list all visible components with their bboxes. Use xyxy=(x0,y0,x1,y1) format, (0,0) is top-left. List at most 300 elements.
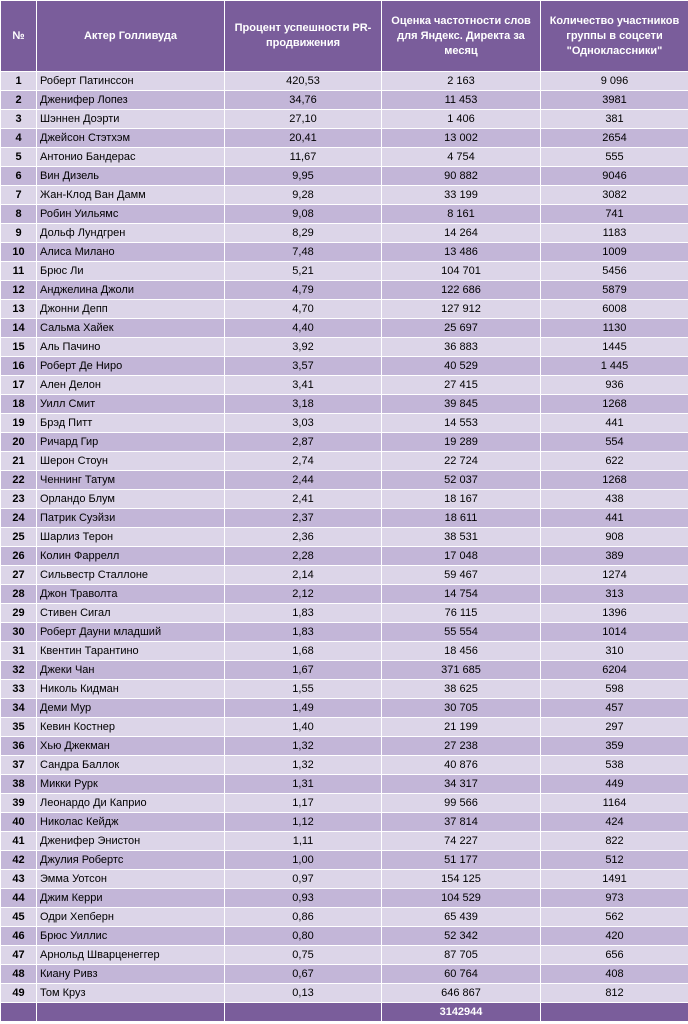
cell-ok-members: 622 xyxy=(541,452,688,471)
cell-num: 39 xyxy=(1,794,37,813)
cell-actor: Брюс Ли xyxy=(37,262,225,281)
cell-pr-success: 4,70 xyxy=(225,300,382,319)
cell-actor: Дольф Лундгрен xyxy=(37,224,225,243)
cell-ok-members: 1164 xyxy=(541,794,688,813)
table-row xyxy=(1,357,688,376)
cell-yandex-frequency: 25 697 xyxy=(382,319,541,338)
cell-actor: Брэд Питт xyxy=(37,414,225,433)
cell-num: 12 xyxy=(1,281,37,300)
cell-pr-success: 2,74 xyxy=(225,452,382,471)
cell-ok-members: 359 xyxy=(541,737,688,756)
cell-pr-success: 7,48 xyxy=(225,243,382,262)
cell-num: 41 xyxy=(1,832,37,851)
table-row xyxy=(1,262,688,281)
cell-actor: Ричард Гир xyxy=(37,433,225,452)
cell-num: 37 xyxy=(1,756,37,775)
cell-actor: Николас Кейдж xyxy=(37,813,225,832)
cell-num: 4 xyxy=(1,129,37,148)
table-row xyxy=(1,509,688,528)
cell-num: 35 xyxy=(1,718,37,737)
cell-ok-members: 973 xyxy=(541,889,688,908)
cell-ok-members: 1268 xyxy=(541,395,688,414)
cell-actor: Шэннен Доэрти xyxy=(37,110,225,129)
table-row xyxy=(1,566,688,585)
cell-ok-members: 5456 xyxy=(541,262,688,281)
cell-ok-members: 449 xyxy=(541,775,688,794)
table-row xyxy=(1,433,688,452)
cell-pr-success: 0,80 xyxy=(225,927,382,946)
table-row xyxy=(1,376,688,395)
cell-pr-success: 2,41 xyxy=(225,490,382,509)
table-row xyxy=(1,243,688,262)
cell-num: 30 xyxy=(1,623,37,642)
cell-yandex-frequency: 87 705 xyxy=(382,946,541,965)
cell-actor: Деми Мур xyxy=(37,699,225,718)
table-row xyxy=(1,775,688,794)
cell-actor: Квентин Тарантино xyxy=(37,642,225,661)
cell-actor: Джонни Депп xyxy=(37,300,225,319)
cell-ok-members: 297 xyxy=(541,718,688,737)
cell-yandex-frequency: 14 264 xyxy=(382,224,541,243)
cell-yandex-frequency: 33 199 xyxy=(382,186,541,205)
cell-ok-members: 2654 xyxy=(541,129,688,148)
cell-ok-members: 656 xyxy=(541,946,688,965)
cell-actor: Джеки Чан xyxy=(37,661,225,680)
cell-pr-success: 27,10 xyxy=(225,110,382,129)
cell-num: 24 xyxy=(1,509,37,528)
table-row xyxy=(1,186,688,205)
cell-actor: Сальма Хайек xyxy=(37,319,225,338)
cell-num: 14 xyxy=(1,319,37,338)
table-row xyxy=(1,414,688,433)
cell-yandex-frequency: 30 705 xyxy=(382,699,541,718)
cell-actor: Киану Ривз xyxy=(37,965,225,984)
table-row xyxy=(1,851,688,870)
cell-ok-members: 457 xyxy=(541,699,688,718)
cell-pr-success: 0,13 xyxy=(225,984,382,1003)
cell-ok-members: 441 xyxy=(541,509,688,528)
cell-num: 22 xyxy=(1,471,37,490)
cell-pr-success: 1,55 xyxy=(225,680,382,699)
cell-pr-success: 1,32 xyxy=(225,737,382,756)
table-row xyxy=(1,737,688,756)
cell-yandex-frequency: 104 529 xyxy=(382,889,541,908)
cell-num: 13 xyxy=(1,300,37,319)
cell-actor: Уилл Смит xyxy=(37,395,225,414)
cell-actor: Аль Пачино xyxy=(37,338,225,357)
cell-pr-success: 2,12 xyxy=(225,585,382,604)
cell-ok-members: 9 096 xyxy=(541,72,688,91)
table-row xyxy=(1,756,688,775)
cell-pr-success: 2,44 xyxy=(225,471,382,490)
table-row xyxy=(1,965,688,984)
cell-yandex-frequency: 22 724 xyxy=(382,452,541,471)
table-row xyxy=(1,604,688,623)
cell-yandex-frequency: 18 456 xyxy=(382,642,541,661)
cell-actor: Колин Фаррелл xyxy=(37,547,225,566)
cell-ok-members: 538 xyxy=(541,756,688,775)
cell-pr-success: 4,79 xyxy=(225,281,382,300)
cell-ok-members: 408 xyxy=(541,965,688,984)
cell-pr-success: 1,00 xyxy=(225,851,382,870)
table-row xyxy=(1,927,688,946)
cell-pr-success: 420,53 xyxy=(225,72,382,91)
cell-pr-success: 1,83 xyxy=(225,604,382,623)
cell-yandex-frequency: 8 161 xyxy=(382,205,541,224)
cell-num: 10 xyxy=(1,243,37,262)
cell-pr-success: 9,95 xyxy=(225,167,382,186)
cell-pr-success: 9,28 xyxy=(225,186,382,205)
cell-pr-success: 0,93 xyxy=(225,889,382,908)
header-pr-success: Процент успешности PR-продвижения xyxy=(225,1,382,72)
cell-yandex-frequency: 2 163 xyxy=(382,72,541,91)
table-row xyxy=(1,718,688,737)
cell-ok-members: 3082 xyxy=(541,186,688,205)
cell-actor: Брюс Уиллис xyxy=(37,927,225,946)
total-empty-pr xyxy=(225,1003,382,1022)
cell-num: 1 xyxy=(1,72,37,91)
cell-num: 9 xyxy=(1,224,37,243)
cell-num: 46 xyxy=(1,927,37,946)
cell-pr-success: 0,86 xyxy=(225,908,382,927)
cell-pr-success: 1,49 xyxy=(225,699,382,718)
cell-ok-members: 6008 xyxy=(541,300,688,319)
cell-ok-members: 936 xyxy=(541,376,688,395)
cell-ok-members: 908 xyxy=(541,528,688,547)
cell-yandex-frequency: 13 486 xyxy=(382,243,541,262)
cell-num: 15 xyxy=(1,338,37,357)
table-row xyxy=(1,528,688,547)
cell-num: 11 xyxy=(1,262,37,281)
cell-num: 5 xyxy=(1,148,37,167)
cell-num: 33 xyxy=(1,680,37,699)
cell-pr-success: 2,14 xyxy=(225,566,382,585)
cell-ok-members: 3981 xyxy=(541,91,688,110)
cell-ok-members: 1396 xyxy=(541,604,688,623)
cell-yandex-frequency: 36 883 xyxy=(382,338,541,357)
cell-ok-members: 1491 xyxy=(541,870,688,889)
cell-ok-members: 1274 xyxy=(541,566,688,585)
cell-ok-members: 555 xyxy=(541,148,688,167)
cell-pr-success: 2,36 xyxy=(225,528,382,547)
cell-num: 3 xyxy=(1,110,37,129)
cell-yandex-frequency: 646 867 xyxy=(382,984,541,1003)
table-row xyxy=(1,661,688,680)
cell-yandex-frequency: 122 686 xyxy=(382,281,541,300)
cell-num: 16 xyxy=(1,357,37,376)
cell-ok-members: 5879 xyxy=(541,281,688,300)
cell-pr-success: 1,11 xyxy=(225,832,382,851)
cell-yandex-frequency: 38 531 xyxy=(382,528,541,547)
cell-ok-members: 1268 xyxy=(541,471,688,490)
cell-yandex-frequency: 37 814 xyxy=(382,813,541,832)
cell-actor: Эмма Уотсон xyxy=(37,870,225,889)
cell-num: 2 xyxy=(1,91,37,110)
cell-ok-members: 512 xyxy=(541,851,688,870)
cell-yandex-frequency: 76 115 xyxy=(382,604,541,623)
table-row xyxy=(1,794,688,813)
cell-yandex-frequency: 40 529 xyxy=(382,357,541,376)
cell-yandex-frequency: 1 406 xyxy=(382,110,541,129)
header-ok-members: Количество участников группы в соцсети "Одноклассники" xyxy=(541,1,688,72)
cell-ok-members: 741 xyxy=(541,205,688,224)
table-row xyxy=(1,889,688,908)
cell-num: 34 xyxy=(1,699,37,718)
cell-pr-success: 3,57 xyxy=(225,357,382,376)
cell-yandex-frequency: 34 317 xyxy=(382,775,541,794)
cell-pr-success: 1,17 xyxy=(225,794,382,813)
cell-num: 6 xyxy=(1,167,37,186)
cell-actor: Хью Джекман xyxy=(37,737,225,756)
total-empty-ok xyxy=(541,1003,688,1022)
cell-yandex-frequency: 51 177 xyxy=(382,851,541,870)
cell-pr-success: 20,41 xyxy=(225,129,382,148)
cell-actor: Николь Кидман xyxy=(37,680,225,699)
table-row xyxy=(1,642,688,661)
table-row xyxy=(1,680,688,699)
cell-yandex-frequency: 154 125 xyxy=(382,870,541,889)
cell-ok-members: 1445 xyxy=(541,338,688,357)
cell-ok-members: 389 xyxy=(541,547,688,566)
cell-actor: Шарлиз Терон xyxy=(37,528,225,547)
cell-num: 26 xyxy=(1,547,37,566)
cell-yandex-frequency: 17 048 xyxy=(382,547,541,566)
cell-num: 48 xyxy=(1,965,37,984)
table-row xyxy=(1,129,688,148)
cell-pr-success: 0,75 xyxy=(225,946,382,965)
cell-pr-success: 5,21 xyxy=(225,262,382,281)
cell-actor: Джим Керри xyxy=(37,889,225,908)
cell-actor: Арнольд Шварценеггер xyxy=(37,946,225,965)
table-row xyxy=(1,338,688,357)
cell-actor: Алиса Милано xyxy=(37,243,225,262)
cell-actor: Роберт Патинссон xyxy=(37,72,225,91)
table-row xyxy=(1,547,688,566)
cell-yandex-frequency: 18 611 xyxy=(382,509,541,528)
table-row xyxy=(1,148,688,167)
cell-yandex-frequency: 371 685 xyxy=(382,661,541,680)
cell-actor: Анджелина Джоли xyxy=(37,281,225,300)
cell-yandex-frequency: 99 566 xyxy=(382,794,541,813)
cell-ok-members: 822 xyxy=(541,832,688,851)
cell-ok-members: 1014 xyxy=(541,623,688,642)
cell-actor: Том Круз xyxy=(37,984,225,1003)
cell-yandex-frequency: 127 912 xyxy=(382,300,541,319)
cell-actor: Леонардо Ди Каприо xyxy=(37,794,225,813)
header-yandex-frequency: Оценка частотности слов для Яндекс. Директа за месяц xyxy=(382,1,541,72)
table-row xyxy=(1,471,688,490)
cell-pr-success: 2,37 xyxy=(225,509,382,528)
cell-actor: Одри Хепберн xyxy=(37,908,225,927)
table-row xyxy=(1,72,688,91)
cell-actor: Ален Делон xyxy=(37,376,225,395)
cell-ok-members: 554 xyxy=(541,433,688,452)
table-row xyxy=(1,623,688,642)
cell-yandex-frequency: 59 467 xyxy=(382,566,541,585)
cell-yandex-frequency: 55 554 xyxy=(382,623,541,642)
cell-num: 42 xyxy=(1,851,37,870)
cell-ok-members: 598 xyxy=(541,680,688,699)
header-num: № xyxy=(1,1,37,72)
cell-num: 25 xyxy=(1,528,37,547)
cell-actor: Жан-Клод Ван Дамм xyxy=(37,186,225,205)
table-row xyxy=(1,699,688,718)
cell-actor: Джейсон Стэтхэм xyxy=(37,129,225,148)
cell-yandex-frequency: 19 289 xyxy=(382,433,541,452)
cell-actor: Дженифер Лопез xyxy=(37,91,225,110)
cell-yandex-frequency: 90 882 xyxy=(382,167,541,186)
cell-pr-success: 1,12 xyxy=(225,813,382,832)
table-row xyxy=(1,813,688,832)
cell-ok-members: 9046 xyxy=(541,167,688,186)
cell-yandex-frequency: 4 754 xyxy=(382,148,541,167)
cell-num: 21 xyxy=(1,452,37,471)
cell-pr-success: 1,40 xyxy=(225,718,382,737)
cell-num: 32 xyxy=(1,661,37,680)
table-row xyxy=(1,832,688,851)
cell-yandex-frequency: 52 037 xyxy=(382,471,541,490)
cell-num: 49 xyxy=(1,984,37,1003)
table-row xyxy=(1,490,688,509)
cell-yandex-frequency: 74 227 xyxy=(382,832,541,851)
cell-yandex-frequency: 27 238 xyxy=(382,737,541,756)
table-row xyxy=(1,167,688,186)
table-row xyxy=(1,452,688,471)
cell-pr-success: 3,03 xyxy=(225,414,382,433)
cell-num: 45 xyxy=(1,908,37,927)
cell-pr-success: 1,83 xyxy=(225,623,382,642)
cell-ok-members: 424 xyxy=(541,813,688,832)
header-actor: Актер Голливуда xyxy=(37,1,225,72)
cell-yandex-frequency: 52 342 xyxy=(382,927,541,946)
table-row xyxy=(1,946,688,965)
cell-pr-success: 1,32 xyxy=(225,756,382,775)
cell-num: 36 xyxy=(1,737,37,756)
cell-num: 47 xyxy=(1,946,37,965)
cell-pr-success: 9,08 xyxy=(225,205,382,224)
cell-num: 31 xyxy=(1,642,37,661)
cell-yandex-frequency: 14 754 xyxy=(382,585,541,604)
cell-ok-members: 1183 xyxy=(541,224,688,243)
cell-actor: Робин Уильямс xyxy=(37,205,225,224)
cell-yandex-frequency: 13 002 xyxy=(382,129,541,148)
cell-pr-success: 3,92 xyxy=(225,338,382,357)
cell-ok-members: 1009 xyxy=(541,243,688,262)
cell-ok-members: 381 xyxy=(541,110,688,129)
table-row xyxy=(1,395,688,414)
cell-num: 40 xyxy=(1,813,37,832)
cell-pr-success: 1,67 xyxy=(225,661,382,680)
cell-ok-members: 1 445 xyxy=(541,357,688,376)
cell-num: 44 xyxy=(1,889,37,908)
cell-actor: Джон Траволта xyxy=(37,585,225,604)
total-empty-num xyxy=(1,1003,37,1022)
total-yandex: 3142944 xyxy=(382,1003,541,1022)
cell-yandex-frequency: 65 439 xyxy=(382,908,541,927)
cell-actor: Стивен Сигал xyxy=(37,604,225,623)
table-row xyxy=(1,281,688,300)
table-row xyxy=(1,319,688,338)
cell-yandex-frequency: 21 199 xyxy=(382,718,541,737)
cell-ok-members: 1130 xyxy=(541,319,688,338)
cell-num: 27 xyxy=(1,566,37,585)
table-row xyxy=(1,585,688,604)
cell-pr-success: 34,76 xyxy=(225,91,382,110)
cell-pr-success: 0,67 xyxy=(225,965,382,984)
cell-actor: Вин Дизель xyxy=(37,167,225,186)
cell-yandex-frequency: 40 876 xyxy=(382,756,541,775)
cell-num: 29 xyxy=(1,604,37,623)
cell-actor: Патрик Суэйзи xyxy=(37,509,225,528)
total-empty-actor xyxy=(37,1003,225,1022)
cell-yandex-frequency: 104 701 xyxy=(382,262,541,281)
cell-num: 8 xyxy=(1,205,37,224)
table-row xyxy=(1,91,688,110)
cell-pr-success: 4,40 xyxy=(225,319,382,338)
cell-yandex-frequency: 39 845 xyxy=(382,395,541,414)
cell-num: 18 xyxy=(1,395,37,414)
cell-yandex-frequency: 60 764 xyxy=(382,965,541,984)
cell-actor: Роберт Де Ниро xyxy=(37,357,225,376)
cell-yandex-frequency: 18 167 xyxy=(382,490,541,509)
cell-pr-success: 0,97 xyxy=(225,870,382,889)
cell-ok-members: 812 xyxy=(541,984,688,1003)
cell-yandex-frequency: 38 625 xyxy=(382,680,541,699)
cell-ok-members: 562 xyxy=(541,908,688,927)
cell-yandex-frequency: 11 453 xyxy=(382,91,541,110)
cell-actor: Роберт Дауни младший xyxy=(37,623,225,642)
cell-actor: Джулия Робертс xyxy=(37,851,225,870)
cell-ok-members: 438 xyxy=(541,490,688,509)
cell-actor: Сандра Баллок xyxy=(37,756,225,775)
cell-num: 17 xyxy=(1,376,37,395)
cell-actor: Орландо Блум xyxy=(37,490,225,509)
header-row xyxy=(1,1,688,72)
table-row xyxy=(1,908,688,927)
cell-actor: Ченнинг Татум xyxy=(37,471,225,490)
table-row xyxy=(1,110,688,129)
cell-pr-success: 2,87 xyxy=(225,433,382,452)
cell-actor: Дженифер Энистон xyxy=(37,832,225,851)
total-row xyxy=(1,1003,688,1022)
cell-num: 43 xyxy=(1,870,37,889)
cell-num: 38 xyxy=(1,775,37,794)
cell-pr-success: 11,67 xyxy=(225,148,382,167)
cell-ok-members: 6204 xyxy=(541,661,688,680)
cell-yandex-frequency: 14 553 xyxy=(382,414,541,433)
cell-ok-members: 441 xyxy=(541,414,688,433)
cell-num: 23 xyxy=(1,490,37,509)
table-row xyxy=(1,300,688,319)
cell-num: 19 xyxy=(1,414,37,433)
cell-actor: Микки Рурк xyxy=(37,775,225,794)
cell-num: 7 xyxy=(1,186,37,205)
cell-pr-success: 3,41 xyxy=(225,376,382,395)
table-row xyxy=(1,224,688,243)
cell-pr-success: 1,68 xyxy=(225,642,382,661)
cell-actor: Кевин Костнер xyxy=(37,718,225,737)
table-row xyxy=(1,984,688,1003)
cell-actor: Шерон Стоун xyxy=(37,452,225,471)
cell-num: 20 xyxy=(1,433,37,452)
table-row xyxy=(1,205,688,224)
cell-ok-members: 420 xyxy=(541,927,688,946)
cell-pr-success: 1,31 xyxy=(225,775,382,794)
cell-ok-members: 313 xyxy=(541,585,688,604)
cell-pr-success: 8,29 xyxy=(225,224,382,243)
cell-pr-success: 3,18 xyxy=(225,395,382,414)
cell-ok-members: 310 xyxy=(541,642,688,661)
